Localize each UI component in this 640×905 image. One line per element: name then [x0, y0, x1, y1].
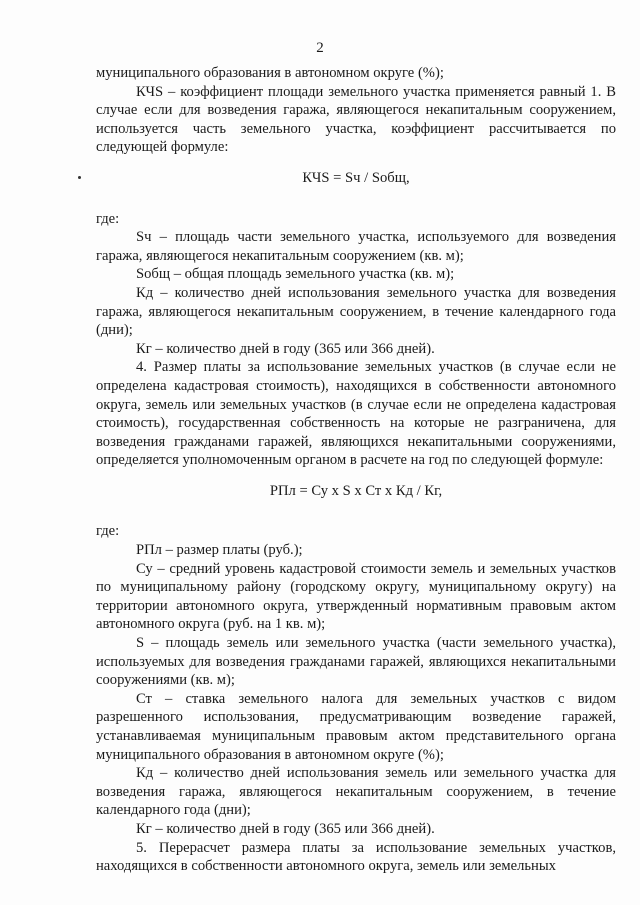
paragraph-item-4: 4. Размер платы за использование земельных участков (в случае если не определена кадастровая стоимость), находящихся в собственности автономного округа, земель или земельных участков (в случае если не определена кадастровая стоимость), государственная собственность на которые не разграничена, для возведения гражданами гаражей, являющихся некапитальными сооружениями, определяется уполномоченным органом в расчете на год по следующей формуле:: [96, 359, 616, 469]
definition-kd: Кд – количество дней использования земельного участка для возведения гаража, являющегося некапитальным сооружением, в течение календарного года (дни);: [96, 284, 616, 339]
paragraph-item-5: 5. Перерасчет размера платы за использование земельных участков, находящихся в собственности автономного округа, земель или земельных: [96, 839, 616, 875]
formula-rpl: РПл = Су x S x Ст x Кд / Кг,: [269, 482, 443, 499]
paragraph-continuation: муниципального образования в автономном округе (%);: [96, 65, 444, 81]
paragraph-kchs-definition: КЧS – коэффициент площади земельного участка применяется равный 1. В случае если для возведения гаража, являющегося некапитальным сооружением, используется часть земельного участка, коэффициент рассчитывается по следующей формуле:: [96, 83, 616, 156]
definition-kd-2: Кд – количество дней использования земель или земельного участка для возведения гаража, являющегося некапитальным сооружением, в течение календарного года (дни);: [96, 765, 616, 819]
definition-st: Ст – ставка земельного налога для земельных участков с видом разрешенного использования, предусматривающим возведение гаражей, устанавливаемая муниципальным правовым актом представительного органа муниципального образования в автономном округе (%);: [96, 690, 616, 763]
scan-speck: [78, 176, 81, 179]
definition-kg-2: Кг – количество дней в году (365 или 366 дней).: [136, 820, 435, 837]
definition-s: S – площадь земель или земельного участка (части земельного участка), используемых для возведения гражданами гаражей, являющихся некапитальными сооружениями (кв. м);: [96, 635, 616, 689]
where-label-2: где:: [96, 523, 120, 540]
formula-kchs: КЧS = Sч / Sобщ,: [302, 169, 410, 186]
definition-sobsch: Sобщ – общая площадь земельного участка (кв. м);: [136, 266, 455, 283]
where-label: где:: [96, 210, 120, 227]
definition-kg: Кг – количество дней в году (365 или 366 дней).: [136, 340, 435, 357]
document-body: [96, 64, 616, 876]
definition-rpl: РПл – размер платы (руб.);: [136, 542, 303, 559]
page-number: 2: [316, 40, 324, 56]
definition-su: Су – средний уровень кадастровой стоимости земель и земельных участков по муниципальному району (городскому округу, муниципальному округу) на территории автономного округа, утвержденный нормативным правовым актом автономного округа (руб. на 1 кв. м);: [96, 560, 616, 633]
definition-sch: Sч – площадь части земельного участка, используемого для возведения гаража, являющегося некапитальным сооружением (кв. м);: [96, 229, 616, 264]
